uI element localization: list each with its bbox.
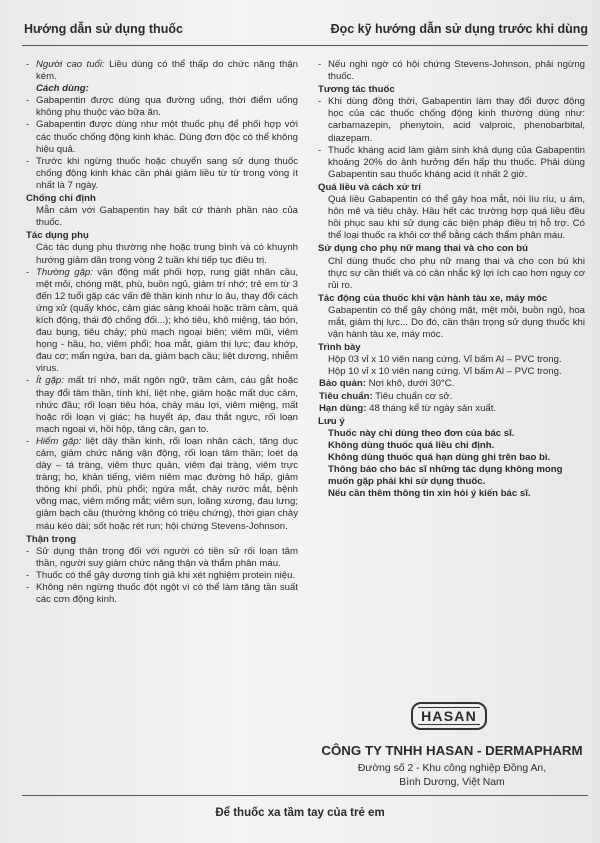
rare-label: Hiếm gặp: (36, 435, 82, 447)
expiry-row (319, 403, 585, 415)
logo-text: HASAN (418, 707, 480, 725)
header-rule (22, 45, 588, 46)
note-item: Không dùng thuốc quá liều chỉ định. (328, 439, 495, 451)
note-item: Thông báo cho bác sĩ những tác dụng không mong muốn gặp phải khi sử dụng thuốc. (328, 464, 563, 488)
admin-item: - Gabapentin được dùng qua đường uống, thời điểm uống không phụ thuộc vào bữa ăn. (26, 95, 298, 119)
overdose-title: Quá liều và cách xử trí (318, 181, 421, 193)
elderly-label: Người cao tuổi: (36, 59, 105, 70)
sj-item: - Nếu nghi ngờ có hội chứng Stevens-Johnson, phải ngừng thuốc. (318, 59, 585, 83)
common-effects (26, 267, 298, 376)
header-left: Hướng dẫn sử dụng thuốc (24, 22, 183, 36)
interact-list (318, 96, 585, 181)
admin-label: Cách dùng: (36, 83, 89, 95)
company-address-1: Đường số 2 - Khu công nghiệp Đồng An, (357, 763, 547, 774)
caution-item: - Không nên ngừng thuốc đột ngột vì có thể làm tăng tần suất các cơn động kinh. (26, 582, 298, 606)
note-item: Nếu cần thêm thông tin xin hỏi ý kiến bác sĩ. (328, 488, 531, 500)
caution-list (26, 546, 298, 606)
caution-item: - Thuốc có thể gây dương tính giả khi xét nghiệm protein niệu. (26, 570, 298, 582)
side-effects-intro: Các tác dụng phụ thường nhẹ hoặc trung bình và có khuynh hướng giảm dần trong vòng 2 tuần khi tiếp tục điều trị. (36, 242, 298, 266)
company-block (318, 743, 586, 790)
presentation-2: Hộp 10 vỉ x 10 viên nang cứng. Vỉ bấm Al – PVC trong. (328, 366, 562, 378)
interact-item: - Khi dùng đồng thời, Gabapentin làm thay đổi được động học của các thuốc chống động kinh thường dùng như: carbamazepin, phenytoin, acid valproic, phenobarbital, diazepam. (318, 96, 585, 144)
rare-effects (26, 436, 298, 533)
common-label: Thường gặp: (36, 266, 93, 278)
expiry-value: 48 tháng kể từ ngày sản xuất. (369, 402, 497, 414)
note-title: Lưu ý (318, 415, 345, 427)
company-name: CÔNG TY TNHH HASAN - DERMAPHARM (321, 743, 583, 758)
storage-label: Bảo quản: (319, 378, 366, 390)
interact-title: Tương tác thuốc (318, 84, 395, 96)
presentation-1: Hộp 03 vỉ x 10 viên nang cứng. Vỉ bấm Al – PVC trong. (328, 354, 562, 366)
left-column (26, 59, 298, 606)
standard-row (319, 391, 585, 403)
note-item: Không dùng thuốc quá hạn dùng ghi trên bao bì. (328, 452, 551, 463)
contra-title: Chống chỉ định (26, 193, 96, 205)
less-text: mất trí nhớ, mất ngôn ngữ, trầm cảm, cáu gắt hoặc thay đổi tâm thần, tính khí, liệt nhẹ, giảm hoặc mất dục cảm, nhức đầu; rối loạn tiêu hóa, chảy máu lợi, viêm miệng, mất hoặc rối loạn vị giác; hạ huyết áp, đau thắt ngực, rối loạn mạch ngoại vi, hồi hộp, tăng cân, gan to. (36, 375, 298, 435)
driving-title: Tác động của thuốc khi vận hành tàu xe, máy móc (318, 292, 548, 304)
admin-item: - Trước khi ngừng thuốc hoặc chuyển sang sử dụng thuốc chống động kinh khác cần phải giảm liều từ từ trong vòng ít nhất là 7 ngày. (26, 156, 298, 192)
note-list (318, 428, 585, 501)
hasan-logo (411, 702, 487, 730)
standard-value: Tiêu chuẩn cơ sở. (375, 390, 453, 402)
overdose-text: Quá liều Gabapentin có thể gây hoa mắt, nói líu ríu, u ám, hôn mê và tiêu chảy. Hầu hết các trường hợp quá liều đều hồi phục sau khi sử dụng các biện pháp điều trị hỗ trợ. Có thể loại thuốc ra khỏi cơ thể bằng cách thẩm phân máu. (328, 194, 585, 242)
elderly-item (26, 59, 298, 83)
less-effects (26, 375, 298, 435)
footer-warning: Để thuốc xa tầm tay của trẻ em (215, 807, 385, 819)
footer-rule (22, 795, 588, 796)
company-address-2: Bình Dương, Việt Nam (399, 777, 505, 788)
standard-label: Tiêu chuẩn: (319, 390, 373, 402)
common-text: vận động mất phối hợp, rung giật nhãn cầu, mệt mỏi, chóng mặt, phù, buồn ngủ, giảm trí nhớ; trẻ em từ 3 đến 12 tuổi gặp các vấn đề thần kinh như lo âu, thay đổi cách ứng xử (quấy khóc, cảm giác sảng khoái hoặc trầm cảm, quá kích động, thái độ chống đối...); khó tiêu, khô miệng, táo bón, đau bụng, tiêu chảy; phù mạch ngoại biên; viêm mũi, viêm họng - hầu, ho, viêm phổi; hoa mắt, giảm thị lực; đau khớp, đau cơ; mẩn ngứa, ban da, giảm bạch cầu; liệt dương, nhiễm virus. (36, 266, 298, 375)
caution-title: Thận trọng (26, 533, 77, 545)
expiry-label: Hạn dùng: (319, 402, 367, 414)
note-item: Thuốc này chỉ dùng theo đơn của bác sĩ. (328, 427, 515, 439)
admin-item: - Gabapentin được dùng như một thuốc phụ để phối hợp với các thuốc chống động kinh khác. Dùng đơn độc có thể không hiệu quả. (26, 119, 298, 155)
right-column (318, 59, 585, 500)
admin-list (26, 95, 298, 192)
caution-item: - Sử dụng thận trọng đối với người có tiền sử rối loạn tâm thần, người suy giảm chức năng thận và thẩm phân máu. (26, 546, 298, 570)
contra-text: Mẫn cảm với Gabapentin hay bất cứ thành phần nào của thuốc. (36, 205, 298, 229)
interact-item: - Thuốc kháng acid làm giảm sinh khả dụng của Gabapentin khoảng 20% do ảnh hưởng đến hấp thu thuốc. Phải dùng Gabapentin sau thuốc kháng acid ít nhất 2 giờ. (318, 145, 585, 181)
side-effects-title: Tác dụng phụ (26, 230, 89, 242)
elderly-text: Liều dùng có thể thấp do chức năng thận kém. (36, 59, 298, 83)
storage-row (319, 378, 585, 390)
storage-value: Nơi khô, dưới 30°C. (368, 378, 455, 390)
header-right: Đọc kỹ hướng dẫn sử dụng trước khi dùng (330, 22, 588, 36)
driving-text: Gabapentin có thể gây chóng mặt, mệt mỏi, buồn ngủ, hoa mắt, giảm thị lực... Do đó, cần thận trọng sử dụng thuốc khi vận hành tàu xe, máy móc. (328, 304, 585, 341)
side-effects-list (26, 267, 298, 533)
page-header (24, 22, 588, 44)
pregnancy-text: Chỉ dùng thuốc cho phụ nữ mang thai và cho con bú khi thực sự cần thiết và có cân nhắc kỹ lợi ích cao hơn nguy cơ rủi ro. (328, 255, 585, 291)
less-label: Ít gặp: (36, 375, 64, 387)
rare-text: liệt dây thần kinh, rối loạn nhân cách, tăng dục cảm, giảm chức năng vận động, rối loạn tâm thần; loét dạ dày – tá tràng, viêm thực quản, viêm đại tràng, viêm trực tràng; ho, khản tiếng, viêm niêm mạc đường hô hấp, giảm thông khí phổi, phù phổi; ngứa mắt, chảy nước mắt, bệnh võng mạc, viêm mống mắt; viêm sụn, loãng xương, đau lưng; giảm bạch cầu (thường không có triệu chứng), thời gian chảy máu kéo dài; sốt hoặc rét run; hội chứng Stevens-Johnson. (36, 435, 298, 532)
presentation-title: Trình bày (318, 342, 361, 354)
pregnancy-title: Sử dụng cho phụ nữ mang thai và cho con bú (318, 243, 529, 255)
